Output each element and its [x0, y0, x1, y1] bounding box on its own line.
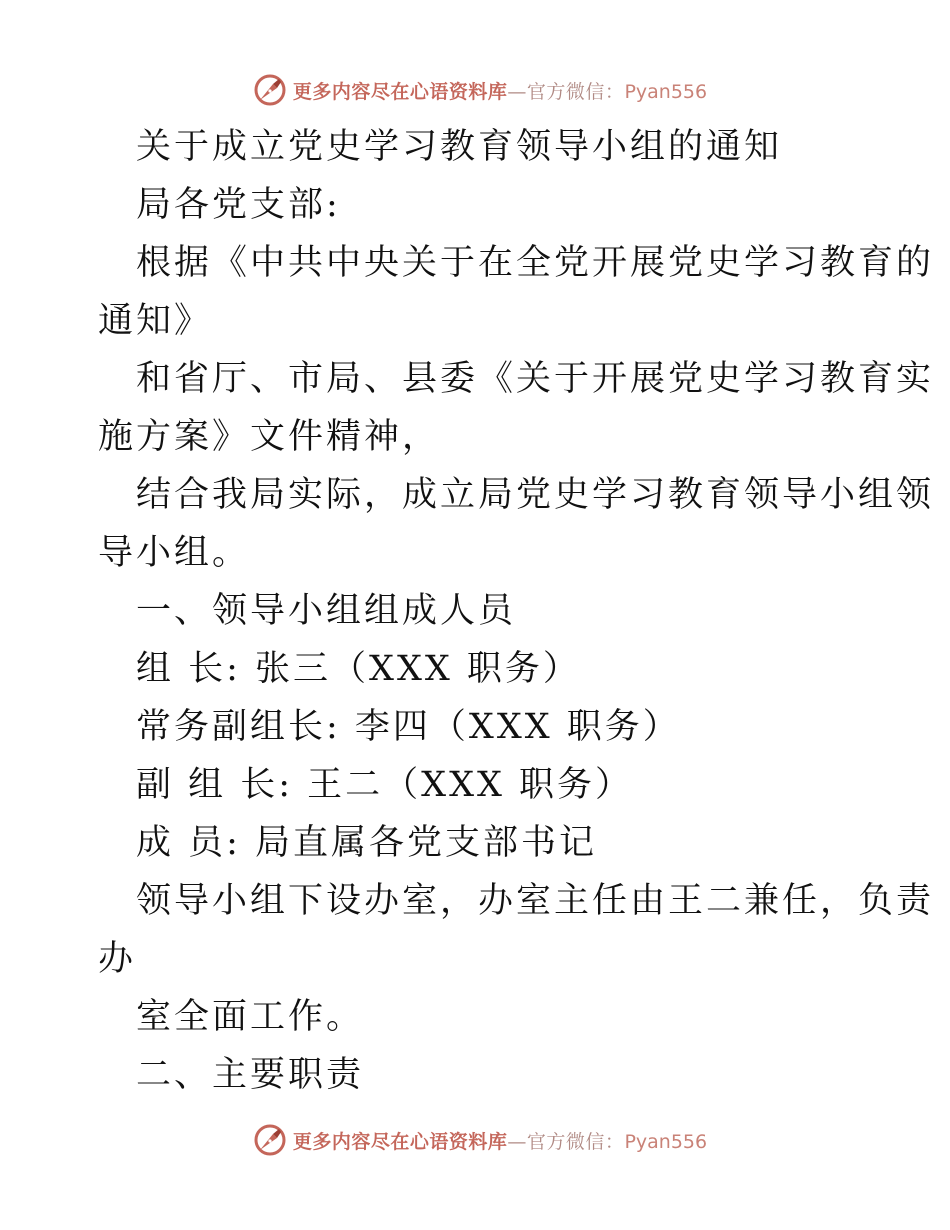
- paragraph-line: 室全面工作。: [136, 997, 365, 1037]
- section-heading: 一、领导小组组成人员: [136, 591, 517, 631]
- watermark-main-text: 更多内容尽在心语资料库: [292, 1130, 508, 1153]
- salutation: 局各党支部:: [136, 185, 341, 225]
- paragraph-line: 结合我局实际，成立局党史学习教育领导小组领: [136, 475, 935, 515]
- document-body: [98, 118, 935, 1104]
- member-line-members: 成 员: 局直属各党支部书记: [136, 823, 598, 863]
- watermark-text: [293, 1127, 707, 1154]
- paragraph-line: 领导小组下设办室，办室主任由王二兼任，负责: [136, 881, 935, 921]
- paragraph-line: 根据《中共中央关于在全党开展党史学习教育的: [136, 243, 935, 283]
- footer-watermark-inner: [253, 1123, 707, 1157]
- watermark-text: [293, 77, 707, 104]
- paragraph-line: 通知》: [98, 301, 213, 341]
- member-line-leader: 组 长: 张三（XXX 职务）: [136, 649, 581, 689]
- pen-nib-icon: [253, 1123, 287, 1157]
- paragraph-line: 和省厅、市局、县委《关于开展党史学习教育实: [136, 359, 935, 399]
- member-line-executive-deputy: 常务副组长: 李四（XXX 职务）: [136, 707, 681, 747]
- member-line-deputy: 副 组 长: 王二（XXX 职务）: [136, 765, 634, 805]
- watermark-sub-text: —官方微信：: [507, 1130, 625, 1153]
- document-title: 关于成立党史学习教育领导小组的通知: [136, 127, 783, 167]
- watermark-sub-text: —官方微信：: [507, 80, 625, 103]
- header-watermark-banner: [0, 70, 950, 110]
- watermark-id-text: Pyan556: [624, 80, 708, 103]
- pen-nib-icon: [253, 73, 287, 107]
- paragraph-line: 施方案》文件精神，: [98, 417, 441, 457]
- watermark-main-text: 更多内容尽在心语资料库: [292, 80, 508, 103]
- header-watermark-inner: [253, 73, 707, 107]
- paragraph-line: 导小组。: [98, 533, 251, 573]
- section-heading: 二、主要职责: [136, 1055, 365, 1095]
- watermark-id-text: Pyan556: [624, 1130, 708, 1153]
- footer-watermark-banner: [0, 1120, 950, 1160]
- paragraph-line: 办: [98, 939, 137, 979]
